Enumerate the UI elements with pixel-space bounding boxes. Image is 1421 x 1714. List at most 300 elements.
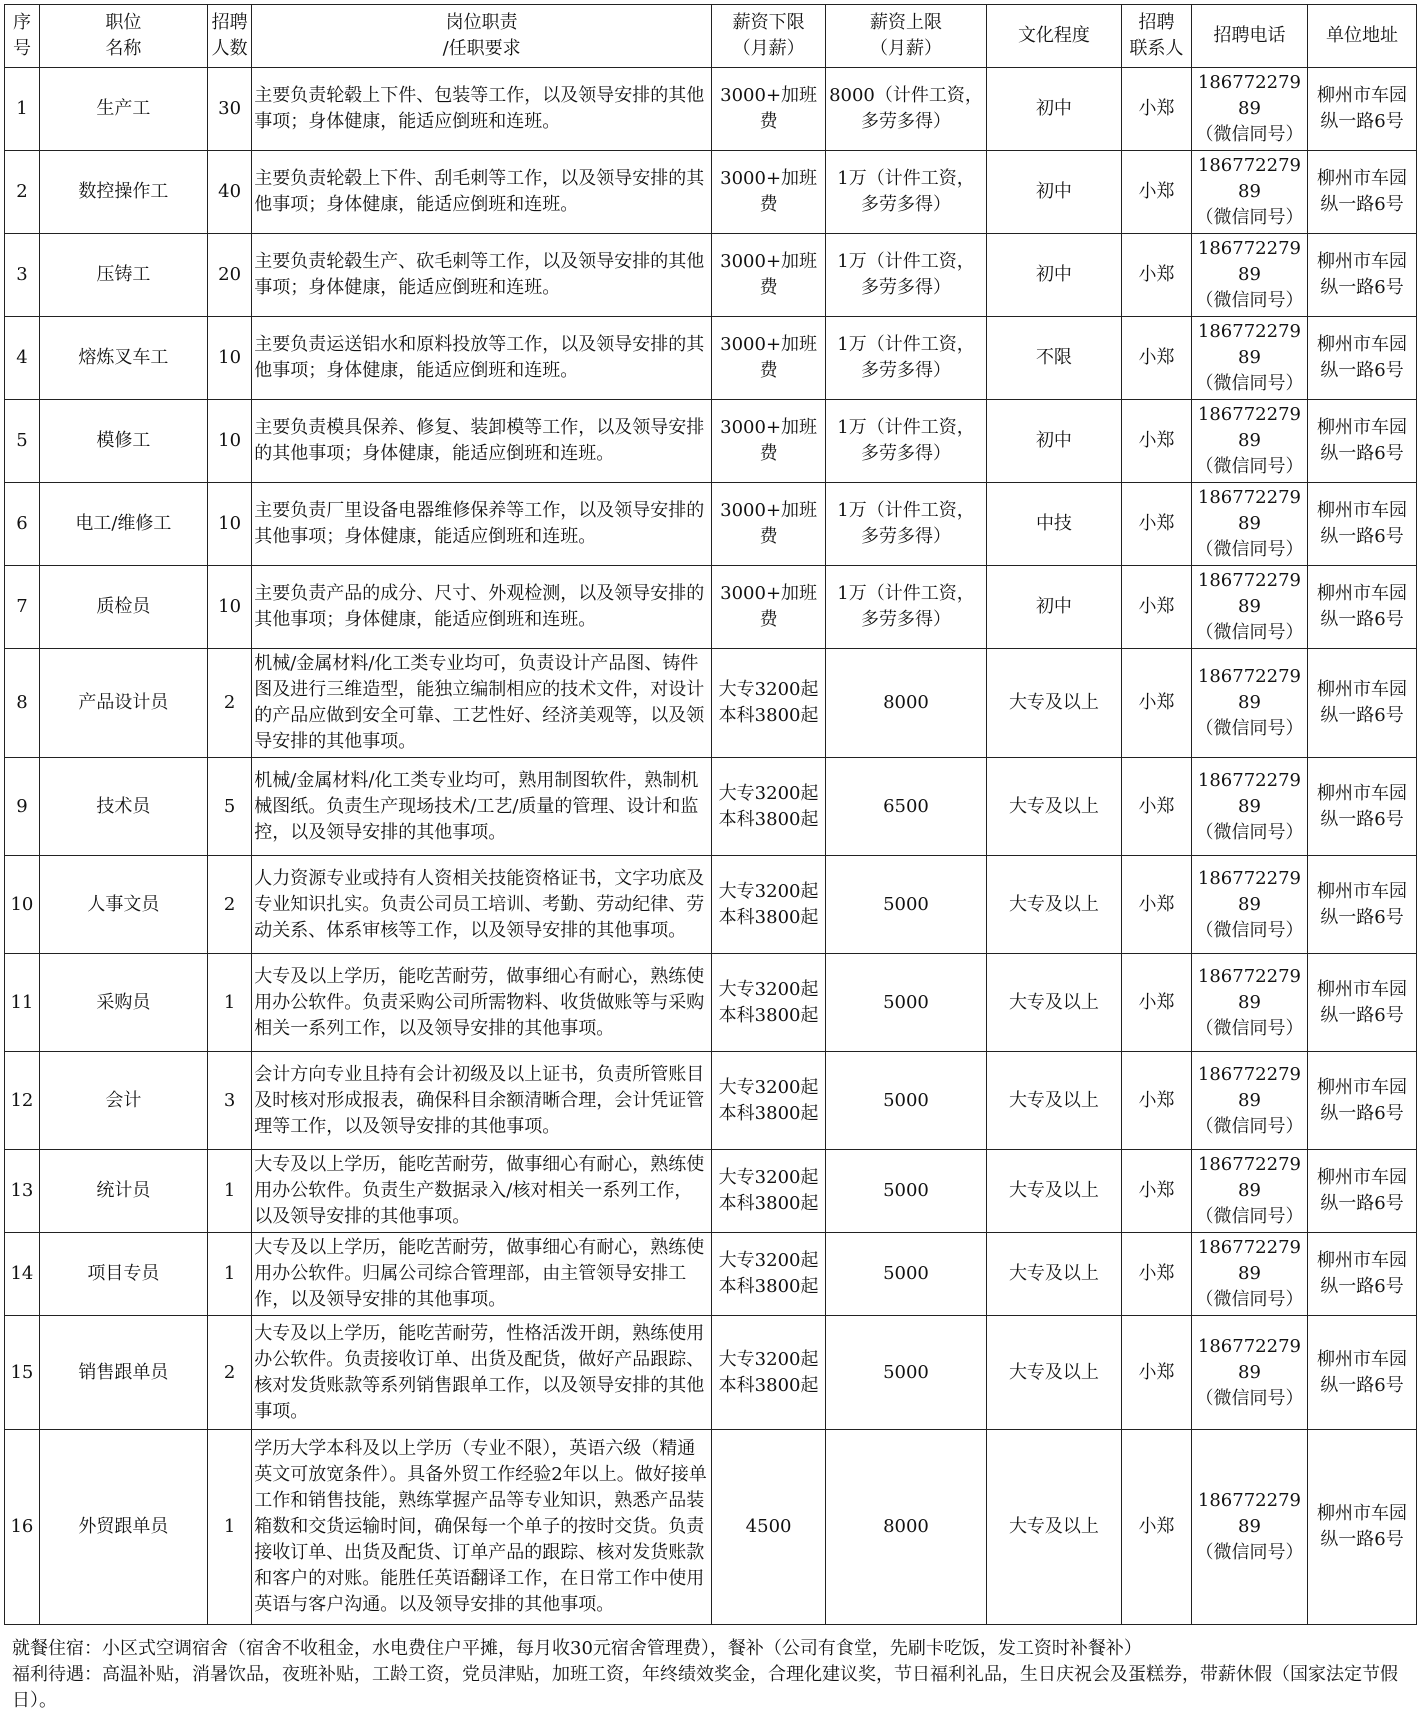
cell-phone-line: 18677227989 <box>1197 1335 1301 1383</box>
cell-education: 大专及以上 <box>986 954 1121 1052</box>
cell-phone-line: 18677227989 <box>1197 487 1301 534</box>
cell-education: 大专及以上 <box>986 1233 1121 1316</box>
cell-address-line: 纵一路6号 <box>1320 194 1404 215</box>
table-row <box>5 1233 1417 1316</box>
cell-address <box>1308 68 1417 151</box>
cell-address <box>1308 483 1417 566</box>
cell-address <box>1308 234 1417 317</box>
cell-address-line: 纵一路6号 <box>1320 1276 1404 1297</box>
cell-salary-max <box>826 856 987 954</box>
header-phone <box>1191 5 1307 68</box>
cell-salary-min-line: 3000+加班费 <box>720 85 818 132</box>
cell-salary-max-line: 6500 <box>883 795 929 817</box>
cell-headcount: 1 <box>207 1150 251 1233</box>
cell-education: 大专及以上 <box>986 649 1121 758</box>
cell-serial: 16 <box>5 1430 40 1625</box>
cell-contact: 小郑 <box>1122 954 1192 1052</box>
cell-serial: 10 <box>5 856 40 954</box>
cell-job-title: 项目专员 <box>39 1233 207 1316</box>
cell-phone <box>1191 566 1307 649</box>
header-duties-line: /任职要求 <box>442 38 521 59</box>
cell-address <box>1308 856 1417 954</box>
cell-contact: 小郑 <box>1122 856 1192 954</box>
cell-salary-min <box>712 1316 826 1430</box>
header-salary-max <box>826 5 987 68</box>
cell-serial: 4 <box>5 317 40 400</box>
cell-job-title: 技术员 <box>39 758 207 856</box>
table-body <box>5 68 1417 1625</box>
cell-headcount: 10 <box>207 566 251 649</box>
cell-salary-min <box>712 1233 826 1316</box>
cell-job-title: 统计员 <box>39 1150 207 1233</box>
cell-address-line: 纵一路6号 <box>1320 277 1404 298</box>
cell-phone-line: 18677227989 <box>1197 769 1301 817</box>
footer-notes <box>12 1636 1417 1714</box>
cell-salary-min <box>712 649 826 758</box>
cell-phone-line: 18677227989 <box>1197 155 1301 202</box>
cell-phone-line: 18677227989 <box>1197 1154 1301 1201</box>
cell-phone <box>1191 1233 1307 1316</box>
cell-salary-max <box>826 483 987 566</box>
cell-address <box>1308 317 1417 400</box>
cell-phone-line: 18677227989 <box>1197 1490 1301 1537</box>
cell-salary-max <box>826 151 987 234</box>
cell-education: 不限 <box>986 317 1121 400</box>
header-job-title <box>39 5 207 68</box>
cell-salary-max <box>826 1233 987 1316</box>
cell-job-title: 质检员 <box>39 566 207 649</box>
cell-serial: 8 <box>5 649 40 758</box>
cell-phone-line: （微信同号） <box>1195 919 1304 941</box>
cell-address <box>1308 151 1417 234</box>
cell-salary-max-line: 多劳多得） <box>860 526 951 547</box>
header-headcount <box>207 5 251 68</box>
cell-phone <box>1191 400 1307 483</box>
cell-phone-line: （微信同号） <box>1195 718 1304 739</box>
cell-duties: 主要负责轮毂生产、砍毛刺等工作，以及领导安排的其他事项；身体健康，能适应倒班和连班。 <box>252 234 712 317</box>
header-phone-line: 招聘电话 <box>1213 25 1286 46</box>
header-education-line: 文化程度 <box>1017 25 1090 46</box>
cell-phone-line: （微信同号） <box>1195 290 1304 311</box>
cell-education: 大专及以上 <box>986 1052 1121 1150</box>
cell-address-line: 柳州市车园 <box>1317 417 1408 438</box>
cell-phone <box>1191 151 1307 234</box>
table-row <box>5 566 1417 649</box>
header-contact-line: 招聘 <box>1138 12 1175 33</box>
cell-phone <box>1191 1430 1307 1625</box>
cell-salary-min-line: 大专3200起 <box>718 782 819 804</box>
table-row <box>5 1316 1417 1430</box>
cell-contact: 小郑 <box>1122 566 1192 649</box>
cell-salary-min <box>712 1150 826 1233</box>
cell-address-line: 柳州市车园 <box>1317 1503 1408 1524</box>
header-serial-line: 序 <box>12 12 31 33</box>
cell-address-line: 纵一路6号 <box>1320 360 1404 381</box>
cell-phone <box>1191 856 1307 954</box>
cell-salary-max <box>826 234 987 317</box>
cell-salary-max-line: 多劳多得） <box>860 111 951 132</box>
table-row <box>5 1430 1417 1625</box>
cell-salary-max <box>826 1150 987 1233</box>
cell-serial: 13 <box>5 1150 40 1233</box>
cell-address-line: 纵一路6号 <box>1320 1193 1404 1214</box>
recruitment-document <box>4 4 1417 1711</box>
cell-duties: 机械/金属材料/化工类专业均可，负责设计产品图、铸件图及进行三维造型，能独立编制相应的技术文件，对设计的产品应做到安全可靠、工艺性好、经济美观等，以及领导安排的其他事项。 <box>252 649 712 758</box>
cell-salary-max-line: 多劳多得） <box>860 277 951 298</box>
cell-phone <box>1191 1150 1307 1233</box>
cell-address-line: 纵一路6号 <box>1320 1102 1404 1124</box>
cell-duties: 大专及以上学历，能吃苦耐劳，做事细心有耐心，熟练使用办公软件。归属公司综合管理部，由主管领导安排工作，以及领导安排的其他事项。 <box>252 1233 712 1316</box>
cell-salary-max <box>826 649 987 758</box>
cell-address-line: 纵一路6号 <box>1320 705 1404 726</box>
cell-address-line: 柳州市车园 <box>1317 1348 1408 1370</box>
cell-job-title: 采购员 <box>39 954 207 1052</box>
cell-salary-min-line: 4500 <box>745 1516 792 1537</box>
cell-phone <box>1191 1316 1307 1430</box>
cell-job-title: 电工/维修工 <box>39 483 207 566</box>
cell-salary-min-line: 大专3200起 <box>718 1167 819 1188</box>
cell-salary-max-line: 多劳多得） <box>860 443 951 464</box>
cell-job-title: 模修工 <box>39 400 207 483</box>
cell-address-line: 柳州市车园 <box>1317 978 1408 1000</box>
table-header-row <box>5 5 1417 68</box>
cell-address-line: 纵一路6号 <box>1320 111 1404 132</box>
cell-phone-line: 18677227989 <box>1197 666 1301 713</box>
cell-salary-min <box>712 400 826 483</box>
cell-address-line: 柳州市车园 <box>1317 1076 1408 1098</box>
header-job-title-line: 名称 <box>105 38 142 59</box>
cell-salary-min-line: 3000+加班费 <box>720 417 818 464</box>
cell-serial: 12 <box>5 1052 40 1150</box>
cell-address-line: 柳州市车园 <box>1317 583 1408 604</box>
cell-address <box>1308 1430 1417 1625</box>
cell-job-title: 熔炼叉车工 <box>39 317 207 400</box>
cell-salary-max <box>826 1316 987 1430</box>
cell-phone-line: 18677227989 <box>1197 1237 1301 1284</box>
cell-phone-line: 18677227989 <box>1197 867 1301 915</box>
footer-dining-accommodation: 就餐住宿：小区式空调宿舍（宿舍不收租金，水电费住户平摊，每月收30元宿舍管理费），餐补（公司有食堂，先刷卡吃饭，发工资时补餐补） <box>12 1638 1142 1659</box>
cell-salary-min-line: 大专3200起 <box>718 679 819 700</box>
cell-salary-max-line: 1万（计件工资， <box>837 583 975 604</box>
footer-benefits: 福利待遇：高温补贴，消暑饮品，夜班补贴，工龄工资，党员津贴，加班工资，年终绩效奖金，合理化建议奖，节日福利礼品，生日庆祝会及蛋糕券，带薪休假（国家法定节假日）。 <box>12 1664 1398 1711</box>
cell-address-line: 柳州市车园 <box>1317 500 1408 521</box>
cell-address <box>1308 400 1417 483</box>
header-serial-line: 号 <box>12 38 31 59</box>
cell-contact: 小郑 <box>1122 68 1192 151</box>
cell-job-title: 销售跟单员 <box>39 1316 207 1430</box>
cell-contact: 小郑 <box>1122 483 1192 566</box>
cell-salary-min <box>712 566 826 649</box>
cell-salary-max <box>826 566 987 649</box>
cell-contact: 小郑 <box>1122 400 1192 483</box>
cell-address-line: 纵一路6号 <box>1320 609 1404 630</box>
cell-salary-max-line: 1万（计件工资， <box>837 168 975 189</box>
header-duties <box>252 5 712 68</box>
cell-contact: 小郑 <box>1122 1316 1192 1430</box>
cell-headcount: 3 <box>207 1052 251 1150</box>
header-education <box>986 5 1121 68</box>
cell-headcount: 10 <box>207 400 251 483</box>
cell-address <box>1308 649 1417 758</box>
cell-phone-line: （微信同号） <box>1195 1017 1304 1039</box>
recruitment-table <box>4 4 1417 1625</box>
header-contact <box>1122 5 1192 68</box>
cell-phone <box>1191 317 1307 400</box>
cell-salary-min-line: 大专3200起 <box>718 978 819 1000</box>
cell-salary-min-line: 本科3800起 <box>718 1276 819 1297</box>
cell-headcount: 5 <box>207 758 251 856</box>
cell-salary-min-line: 大专3200起 <box>718 880 819 902</box>
cell-duties: 主要负责运送铝水和原料投放等工作，以及领导安排的其他事项；身体健康，能适应倒班和连班。 <box>252 317 712 400</box>
cell-phone-line: 18677227989 <box>1197 321 1301 368</box>
cell-contact: 小郑 <box>1122 649 1192 758</box>
table-row <box>5 234 1417 317</box>
cell-contact: 小郑 <box>1122 234 1192 317</box>
cell-education: 大专及以上 <box>986 1430 1121 1625</box>
cell-salary-min-line: 3000+加班费 <box>720 168 818 215</box>
cell-address-line: 柳州市车园 <box>1317 85 1408 106</box>
cell-salary-max <box>826 758 987 856</box>
cell-address <box>1308 1316 1417 1430</box>
header-headcount-line: 招聘 <box>211 12 248 33</box>
cell-education: 初中 <box>986 151 1121 234</box>
cell-salary-max-line: 8000（计件工资， <box>829 85 983 106</box>
cell-salary-max-line: 5000 <box>883 893 929 915</box>
table-row <box>5 400 1417 483</box>
cell-education: 大专及以上 <box>986 1150 1121 1233</box>
cell-education: 初中 <box>986 68 1121 151</box>
cell-education: 初中 <box>986 234 1121 317</box>
cell-duties: 主要负责轮毂上下件、包装等工作，以及领导安排的其他事项；身体健康，能适应倒班和连班。 <box>252 68 712 151</box>
cell-salary-min <box>712 483 826 566</box>
cell-salary-max-line: 1万（计件工资， <box>837 500 975 521</box>
cell-salary-min-line: 3000+加班费 <box>720 500 818 547</box>
cell-education: 大专及以上 <box>986 1316 1121 1430</box>
cell-headcount: 10 <box>207 317 251 400</box>
cell-salary-max <box>826 1430 987 1625</box>
cell-address-line: 柳州市车园 <box>1317 168 1408 189</box>
cell-address-line: 纵一路6号 <box>1320 1004 1404 1026</box>
cell-serial: 14 <box>5 1233 40 1316</box>
table-row <box>5 1150 1417 1233</box>
cell-serial: 7 <box>5 566 40 649</box>
cell-headcount: 20 <box>207 234 251 317</box>
cell-salary-min-line: 本科3800起 <box>718 1102 819 1124</box>
cell-salary-max-line: 5000 <box>883 1361 929 1383</box>
cell-address-line: 柳州市车园 <box>1317 679 1408 700</box>
cell-headcount: 10 <box>207 483 251 566</box>
cell-duties: 主要负责轮毂上下件、刮毛刺等工作，以及领导安排的其他事项；身体健康，能适应倒班和连班。 <box>252 151 712 234</box>
cell-salary-max-line: 1万（计件工资， <box>837 417 975 438</box>
table-row <box>5 483 1417 566</box>
cell-education: 大专及以上 <box>986 758 1121 856</box>
cell-headcount: 2 <box>207 856 251 954</box>
cell-serial: 15 <box>5 1316 40 1430</box>
cell-education: 初中 <box>986 400 1121 483</box>
cell-phone-line: 18677227989 <box>1197 72 1301 119</box>
cell-phone-line: （微信同号） <box>1195 622 1304 643</box>
cell-address-line: 纵一路6号 <box>1320 443 1404 464</box>
cell-duties: 大专及以上学历，能吃苦耐劳，做事细心有耐心，熟练使用办公软件。负责生产数据录入/核对相关一系列工作，以及领导安排的其他事项。 <box>252 1150 712 1233</box>
cell-duties: 大专及以上学历，能吃苦耐劳，性格活泼开朗，熟练使用办公软件。负责接收订单、出货及配货，做好产品跟踪、核对发货账款等系列销售跟单工作，以及领导安排的其他事项。 <box>252 1316 712 1430</box>
cell-phone-line: （微信同号） <box>1195 124 1304 145</box>
cell-phone-line: 18677227989 <box>1197 238 1301 285</box>
cell-job-title: 产品设计员 <box>39 649 207 758</box>
cell-salary-min-line: 大专3200起 <box>718 1076 819 1098</box>
cell-address-line: 纵一路6号 <box>1320 526 1404 547</box>
table-row <box>5 151 1417 234</box>
cell-address-line: 柳州市车园 <box>1317 251 1408 272</box>
cell-contact: 小郑 <box>1122 1150 1192 1233</box>
cell-duties: 大专及以上学历，能吃苦耐劳，做事细心有耐心，熟练使用办公软件。负责采购公司所需物料、收货做账等与采购相关一系列工作，以及领导安排的其他事项。 <box>252 954 712 1052</box>
cell-headcount: 1 <box>207 954 251 1052</box>
cell-salary-max-line: 8000 <box>883 1516 929 1537</box>
cell-education: 大专及以上 <box>986 856 1121 954</box>
cell-phone-line: （微信同号） <box>1195 456 1304 477</box>
cell-serial: 11 <box>5 954 40 1052</box>
cell-address <box>1308 1233 1417 1316</box>
cell-address <box>1308 954 1417 1052</box>
cell-phone-line: （微信同号） <box>1195 1387 1304 1409</box>
cell-phone-line: （微信同号） <box>1195 1542 1304 1563</box>
cell-serial: 5 <box>5 400 40 483</box>
cell-phone-line: 18677227989 <box>1197 965 1301 1013</box>
cell-headcount: 1 <box>207 1233 251 1316</box>
table-row <box>5 856 1417 954</box>
cell-salary-min-line: 本科3800起 <box>718 906 819 928</box>
cell-address-line: 纵一路6号 <box>1320 808 1404 830</box>
cell-salary-min-line: 本科3800起 <box>718 1374 819 1396</box>
cell-salary-max <box>826 317 987 400</box>
cell-phone <box>1191 954 1307 1052</box>
header-salary-min-line: （月薪） <box>732 38 805 59</box>
header-serial <box>5 5 40 68</box>
cell-salary-min <box>712 234 826 317</box>
cell-salary-max-line: 多劳多得） <box>860 360 951 381</box>
header-salary-max-line: 薪资上限 <box>869 12 942 33</box>
table-row <box>5 954 1417 1052</box>
cell-salary-min-line: 3000+加班费 <box>720 251 818 298</box>
cell-salary-max-line: 5000 <box>883 991 929 1013</box>
cell-education: 中技 <box>986 483 1121 566</box>
cell-phone-line: （微信同号） <box>1195 1206 1304 1227</box>
cell-address-line: 纵一路6号 <box>1320 1374 1404 1396</box>
cell-salary-min-line: 本科3800起 <box>718 808 819 830</box>
cell-salary-max <box>826 68 987 151</box>
cell-headcount: 2 <box>207 1316 251 1430</box>
cell-headcount: 2 <box>207 649 251 758</box>
cell-serial: 2 <box>5 151 40 234</box>
cell-job-title: 数控操作工 <box>39 151 207 234</box>
cell-phone-line: （微信同号） <box>1195 373 1304 394</box>
cell-serial: 1 <box>5 68 40 151</box>
header-salary-min-line: 薪资下限 <box>732 12 805 33</box>
cell-salary-min-line: 3000+加班费 <box>720 334 818 381</box>
table-row <box>5 317 1417 400</box>
cell-salary-min <box>712 954 826 1052</box>
cell-address <box>1308 1150 1417 1233</box>
cell-job-title: 生产工 <box>39 68 207 151</box>
cell-phone-line: 18677227989 <box>1197 570 1301 617</box>
cell-phone <box>1191 68 1307 151</box>
cell-phone-line: （微信同号） <box>1195 207 1304 228</box>
header-address-line: 单位地址 <box>1326 25 1399 46</box>
cell-salary-min-line: 本科3800起 <box>718 705 819 726</box>
cell-job-title: 压铸工 <box>39 234 207 317</box>
cell-salary-min-line: 大专3200起 <box>718 1348 819 1370</box>
cell-salary-min <box>712 856 826 954</box>
cell-serial: 9 <box>5 758 40 856</box>
cell-salary-min-line: 本科3800起 <box>718 1193 819 1214</box>
cell-salary-min-line: 大专3200起 <box>718 1250 819 1271</box>
cell-duties: 机械/金属材料/化工类专业均可，熟用制图软件，熟制机械图纸。负责生产现场技术/工艺/质量的管理、设计和监控，以及领导安排的其他事项。 <box>252 758 712 856</box>
cell-duties: 主要负责产品的成分、尺寸、外观检测，以及领导安排的其他事项；身体健康，能适应倒班和连班。 <box>252 566 712 649</box>
cell-serial: 3 <box>5 234 40 317</box>
cell-headcount: 40 <box>207 151 251 234</box>
cell-serial: 6 <box>5 483 40 566</box>
cell-phone-line: （微信同号） <box>1195 1115 1304 1137</box>
header-salary-max-line: （月薪） <box>869 38 942 59</box>
cell-address-line: 柳州市车园 <box>1317 334 1408 355</box>
cell-address-line: 纵一路6号 <box>1320 1529 1404 1550</box>
cell-contact: 小郑 <box>1122 1233 1192 1316</box>
header-duties-line: 岗位职责 <box>445 12 518 33</box>
cell-contact: 小郑 <box>1122 758 1192 856</box>
cell-contact: 小郑 <box>1122 151 1192 234</box>
cell-salary-max <box>826 1052 987 1150</box>
cell-duties: 学历大学本科及以上学历（专业不限），英语六级（精通英文可放宽条件）。具备外贸工作经验2年以上。做好接单工作和销售技能，熟练掌握产品等专业知识，熟悉产品装箱数和交货运输时间，确保每一个单子的按时交货。负责接收订单、出货及配货、订单产品的跟踪、核对发货账款和客户的对账。能胜任英语翻译工作，在日常工作中使用英语与客户沟通。以及领导安排的其他事项。 <box>252 1430 712 1625</box>
cell-salary-min <box>712 758 826 856</box>
header-address <box>1308 5 1417 68</box>
cell-address-line: 柳州市车园 <box>1317 1167 1408 1188</box>
cell-headcount: 1 <box>207 1430 251 1625</box>
cell-phone-line: （微信同号） <box>1195 821 1304 843</box>
cell-salary-max-line: 多劳多得） <box>860 609 951 630</box>
cell-education: 初中 <box>986 566 1121 649</box>
cell-salary-min <box>712 1430 826 1625</box>
cell-headcount: 30 <box>207 68 251 151</box>
cell-duties: 会计方向专业且持有会计初级及以上证书，负责所管账目及时核对形成报表，确保科目余额清晰合理，会计凭证管理等工作，以及领导安排的其他事项。 <box>252 1052 712 1150</box>
cell-address-line: 柳州市车园 <box>1317 782 1408 804</box>
table-row <box>5 649 1417 758</box>
cell-salary-max-line: 5000 <box>883 1263 929 1284</box>
cell-salary-min-line: 本科3800起 <box>718 1004 819 1026</box>
cell-address <box>1308 758 1417 856</box>
cell-salary-min <box>712 317 826 400</box>
cell-phone-line: 18677227989 <box>1197 1063 1301 1111</box>
cell-phone <box>1191 649 1307 758</box>
table-row <box>5 68 1417 151</box>
cell-duties: 人力资源专业或持有人资相关技能资格证书，文字功底及专业知识扎实。负责公司员工培训、考勤、劳动纪律、劳动关系、体系审核等工作，以及领导安排的其他事项。 <box>252 856 712 954</box>
cell-salary-max <box>826 400 987 483</box>
cell-phone <box>1191 758 1307 856</box>
cell-salary-max-line: 多劳多得） <box>860 194 951 215</box>
cell-address <box>1308 566 1417 649</box>
cell-salary-max-line: 5000 <box>883 1180 929 1201</box>
header-salary-min <box>712 5 826 68</box>
cell-salary-min-line: 3000+加班费 <box>720 583 818 630</box>
cell-duties: 主要负责模具保养、修复、装卸模等工作，以及领导安排的其他事项；身体健康，能适应倒班和连班。 <box>252 400 712 483</box>
cell-address <box>1308 1052 1417 1150</box>
cell-salary-max-line: 1万（计件工资， <box>837 251 975 272</box>
table-row <box>5 758 1417 856</box>
cell-phone-line: 18677227989 <box>1197 404 1301 451</box>
cell-phone-line: （微信同号） <box>1195 1289 1304 1310</box>
cell-duties: 主要负责厂里设备电器维修保养等工作，以及领导安排的其他事项；身体健康，能适应倒班和连班。 <box>252 483 712 566</box>
cell-phone-line: （微信同号） <box>1195 539 1304 560</box>
cell-phone <box>1191 1052 1307 1150</box>
cell-address-line: 纵一路6号 <box>1320 906 1404 928</box>
